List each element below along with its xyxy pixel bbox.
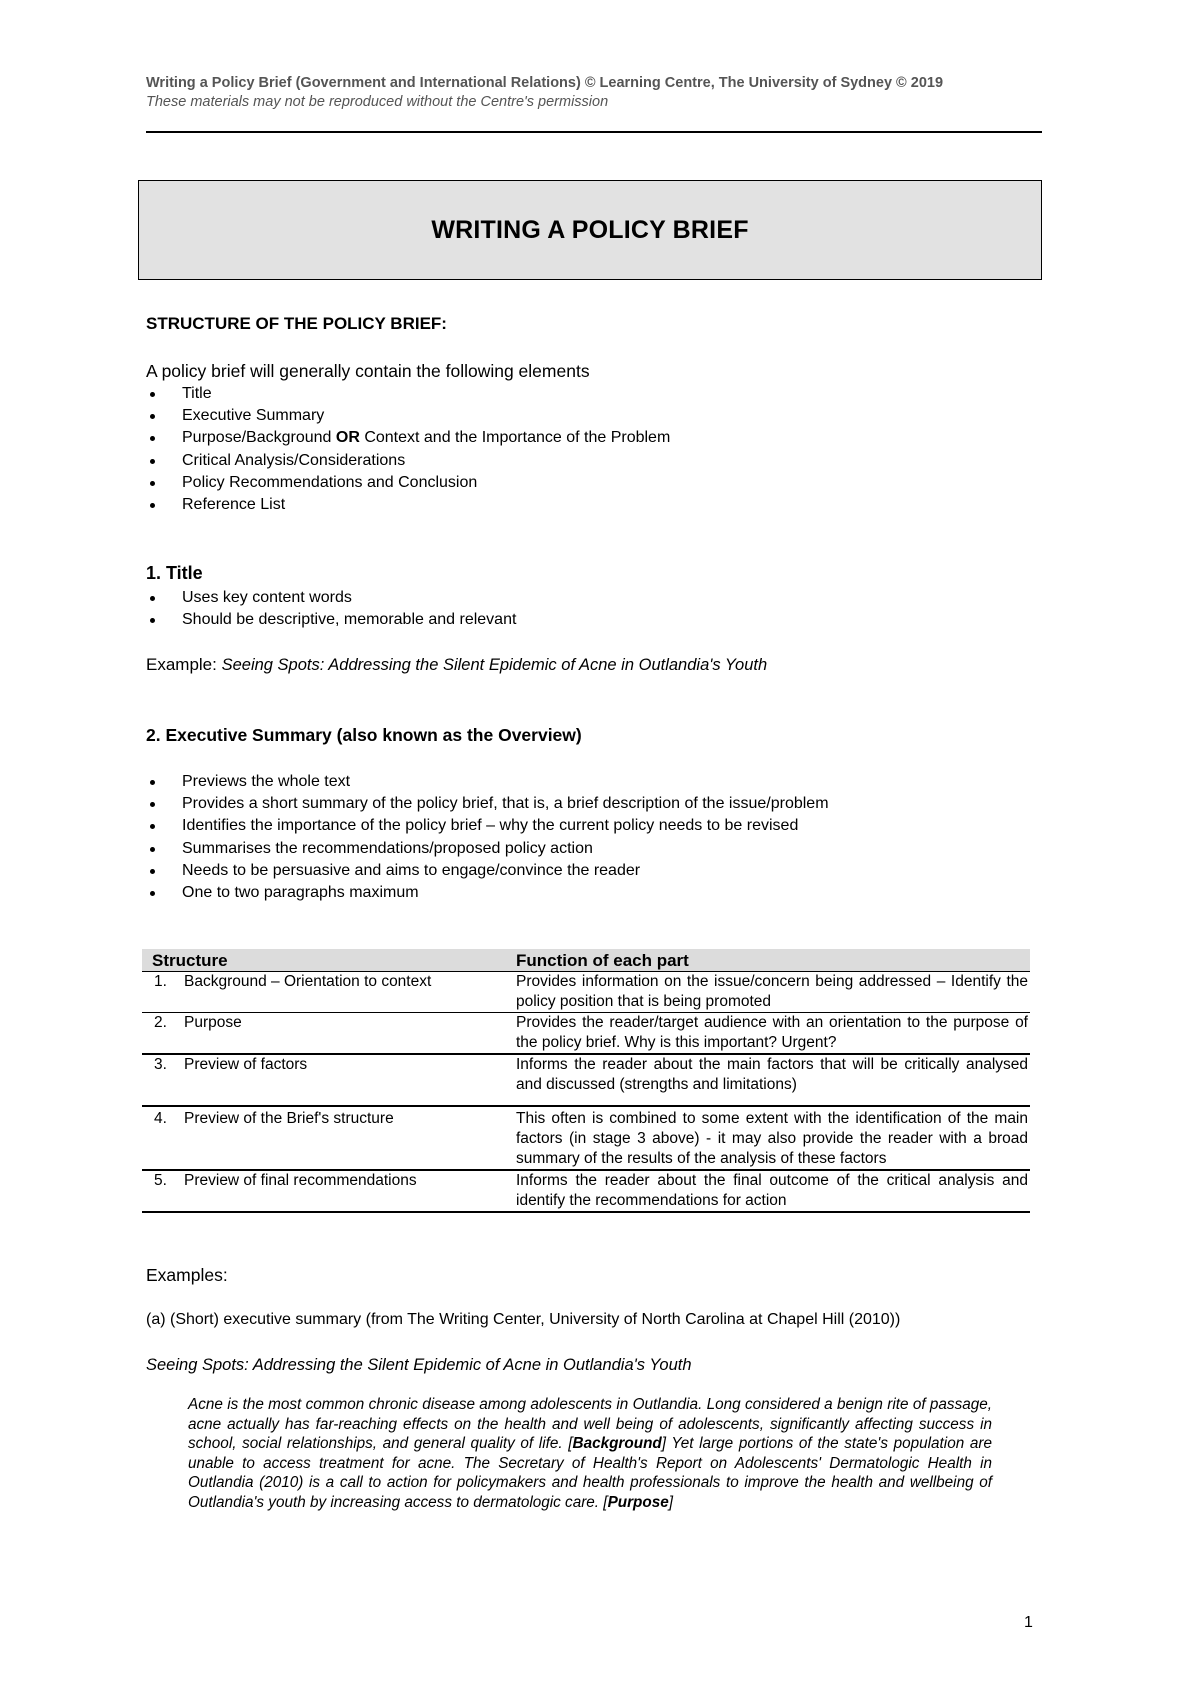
table-cell-structure [142, 1013, 506, 1055]
row-number: 1. [154, 973, 167, 990]
row-structure: Preview of factors [184, 1056, 308, 1073]
list-item: Should be descriptive, memorable and relevant [146, 609, 516, 631]
table-cell-function: Provides information on the issue/concern being addressed – Identify the policy position that is being promoted [506, 972, 1030, 1013]
row-structure: Background – Orientation to context [184, 973, 432, 990]
list-item: Identifies the importance of the policy brief – why the current policy needs to be revised [146, 815, 829, 837]
header-copyright: Writing a Policy Brief (Government and International Relations) © Learning Centre, The University of Sydney © 2019 [146, 75, 944, 91]
section-1-heading: 1. Title [146, 563, 203, 583]
row-number: 5. [154, 1172, 167, 1189]
table-cell-function: Informs the reader about the final outcome of the critical analysis and identify the recommendations for action [506, 1170, 1030, 1212]
list-item: Reference List [146, 494, 670, 516]
list-item [146, 427, 670, 449]
quote-text: ] [668, 1493, 674, 1511]
quote-label-purpose: Purpose [607, 1493, 669, 1511]
structure-table [142, 949, 1030, 1213]
section-2-list [146, 771, 829, 904]
title-box [138, 180, 1042, 280]
document-title: WRITING A POLICY BRIEF [431, 215, 749, 244]
row-structure: Preview of final recommendations [184, 1172, 417, 1189]
table-cell-structure [142, 972, 506, 1013]
quote-text: Acne is the most common chronic disease among adolescents in Outlandia. Long considered a benign rite of passage, acne actually has far-reaching effects on the health and well being of adolescents, significantly affecting success in school, social relationships, and general quality of life. [ [188, 1396, 992, 1452]
list-item: Uses key content words [146, 587, 516, 609]
list-item-text: Context and the Importance of the Problem [359, 429, 671, 447]
table-header-structure: Structure [142, 949, 506, 972]
list-item: Title [146, 383, 670, 405]
table-cell-structure [142, 1106, 506, 1170]
quote-label-background: Background [572, 1435, 662, 1452]
list-item: Critical Analysis/Considerations [146, 450, 670, 472]
section-1-example [146, 655, 767, 675]
table-row [142, 1170, 1030, 1212]
structure-heading: STRUCTURE OF THE POLICY BRIEF: [146, 314, 447, 333]
examples-heading: Examples: [146, 1265, 228, 1285]
table-row [142, 1013, 1030, 1055]
table-header-function: Function of each part [506, 949, 1030, 972]
page-number: 1 [1024, 1614, 1033, 1631]
structure-intro: A policy brief will generally contain the following elements [146, 361, 590, 381]
list-item-text: Purpose/Background [182, 429, 336, 447]
list-item: Policy Recommendations and Conclusion [146, 472, 670, 494]
row-number: 4. [154, 1110, 167, 1127]
quote-text: ] Yet large portions of the state's population are unable to access treatment for acne. The Secretary of Health's Report on Adolescents' Dermatologic Health in Outlandia (2010) is a call to action for policymakers and health professionals to improve the health and wellbeing of Outlandia's youth by increasing access to dermatologic care. [ [188, 1435, 992, 1511]
list-item: One to two paragraphs maximum [146, 882, 829, 904]
list-item: Provides a short summary of the policy brief, that is, a brief description of the issue/problem [146, 793, 829, 815]
table-header-row [142, 949, 1030, 972]
list-item: Summarises the recommendations/proposed policy action [146, 838, 829, 860]
examples-title: Seeing Spots: Addressing the Silent Epidemic of Acne in Outlandia's Youth [146, 1356, 692, 1374]
example-title: Seeing Spots: Addressing the Silent Epidemic of Acne in Outlandia's Youth [221, 656, 768, 674]
table-cell-structure [142, 1054, 506, 1106]
list-item: Previews the whole text [146, 771, 829, 793]
examples-source: (a) (Short) executive summary (from The Writing Center, University of North Carolina at Chapel Hill (2010)) [146, 1311, 901, 1328]
list-item: Executive Summary [146, 405, 670, 427]
section-1-list [146, 587, 516, 631]
row-structure: Preview of the Brief's structure [184, 1110, 394, 1127]
table-cell-function: Informs the reader about the main factors that will be critically analysed and discussed (strengths and limitations) [506, 1054, 1030, 1106]
executive-summary-quote [188, 1395, 992, 1512]
table-row [142, 972, 1030, 1013]
section-2-heading: 2. Executive Summary (also known as the Overview) [146, 725, 582, 745]
running-header [146, 74, 1042, 112]
header-rule [146, 131, 1042, 133]
table-cell-function: This often is combined to some extent with the identification of the main factors (in stage 3 above) - it may also provide the reader with a broad summary of the results of the analysis of these factors [506, 1106, 1030, 1170]
row-number: 2. [154, 1014, 167, 1031]
table-row [142, 1106, 1030, 1170]
table-cell-structure [142, 1170, 506, 1212]
list-item-emphasis: OR [335, 429, 360, 447]
example-label: Example: [146, 655, 222, 674]
list-item: Needs to be persuasive and aims to engage/convince the reader [146, 860, 829, 882]
structure-list [146, 383, 670, 516]
row-number: 3. [154, 1056, 167, 1073]
header-permission-notice: These materials may not be reproduced without the Centre's permission [146, 94, 609, 110]
table-cell-function: Provides the reader/target audience with an orientation to the purpose of the policy brief. Why is this important? Urgent? [506, 1013, 1030, 1055]
row-structure: Purpose [184, 1014, 242, 1031]
table-row [142, 1054, 1030, 1106]
